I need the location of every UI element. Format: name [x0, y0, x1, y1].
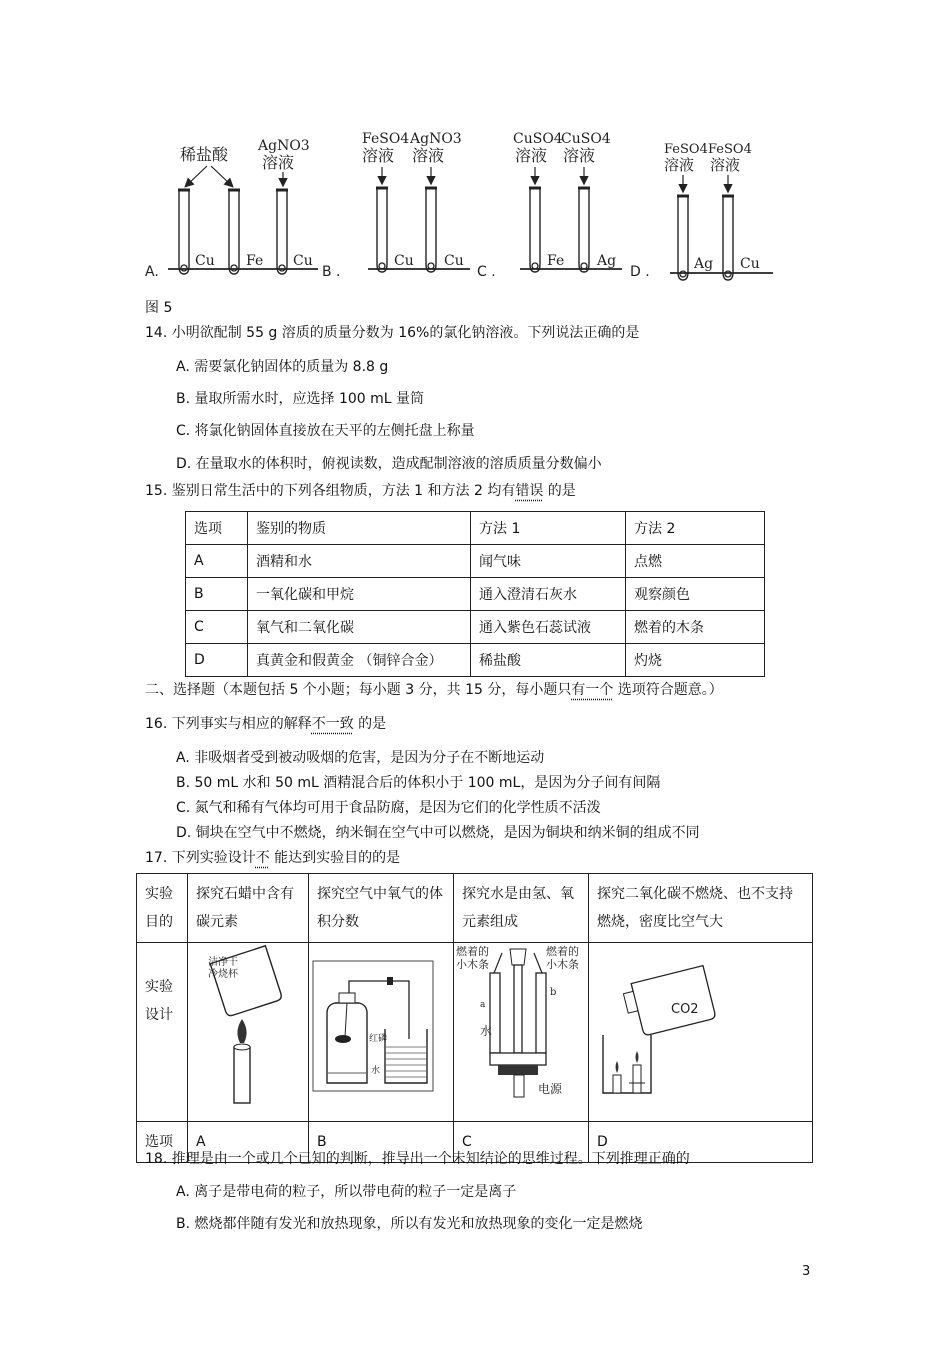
q16-stem: 16. 下列事实与相应的解释不一致 的是 — [145, 716, 387, 732]
q18-option-a: A. 离子是带电荷的粒子，所以带电荷的粒子一定是离子 — [176, 1184, 517, 1200]
q14-option-a: A. 需要氯化钠固体的质量为 8.8 g — [176, 359, 389, 375]
metal-d2: Cu — [740, 256, 760, 272]
reagent-b2-top: AgNO3 — [410, 131, 462, 147]
reagent-b1-top: FeSO4 — [362, 131, 410, 147]
q15-emphasis: 错误 — [515, 483, 544, 499]
q18-option-b: B. 燃烧都伴随有发光和放热现象，所以有发光和放热现象的变化一定是燃烧 — [176, 1216, 643, 1232]
option-c-letter: C . — [477, 264, 496, 280]
table-row: A 酒精和水 闻气味 点燃 — [186, 545, 765, 578]
q14-option-d: D. 在量取水的体积时，俯视读数，造成配制溶液的溶质质量分数偏小 — [176, 456, 602, 472]
metal-a1: Cu — [195, 253, 215, 269]
q15-stem: 15. 鉴别日常生活中的下列各组物质，方法 1 和方法 2 均有错误 的是 — [145, 483, 576, 499]
option-a-letter: A. — [145, 264, 159, 280]
letter-row: 选项 A B C D — [137, 1122, 813, 1163]
table-row: C 氧气和二氧化碳 通入紫色石蕊试液 燃着的木条 — [186, 611, 765, 644]
label-water-b: 水 — [371, 1066, 381, 1076]
label-beaker-2: 冷烧杯 — [208, 969, 238, 980]
reagent-c1-bottom: 溶液 — [515, 146, 548, 165]
reagent-d2-top: FeSO4 — [708, 142, 752, 157]
label-stick-left-2: 小木条 — [456, 958, 489, 971]
diagram-oxygen-volume — [309, 943, 437, 1111]
design-row — [137, 943, 813, 1122]
figure-caption: 图 5 — [145, 300, 173, 316]
metal-c1: Fe — [547, 253, 565, 269]
label-beaker-1: 洁净干 — [208, 957, 238, 968]
reagent-hcl: 稀盐酸 — [180, 145, 229, 164]
page-number: 3 — [802, 1264, 811, 1279]
metal-a3: Cu — [293, 253, 313, 269]
q17-table — [136, 873, 813, 1163]
q16-emphasis: 不一致 — [311, 716, 354, 732]
label-a: a — [480, 1000, 486, 1010]
table-row: D 真黄金和假黄金 （铜锌合金） 稀盐酸 灼烧 — [186, 644, 765, 677]
q17-stem: 17. 下列实验设计不 能达到实验目的的是 — [145, 850, 401, 866]
reagent-b1-bottom: 溶液 — [362, 146, 395, 165]
label-co2: CO2 — [671, 1002, 699, 1017]
reagent-c2-bottom: 溶液 — [563, 146, 596, 165]
label-water-c: 水 — [480, 1024, 493, 1038]
metal-d1: Ag — [694, 256, 714, 272]
q15-table — [185, 511, 765, 677]
section-2-heading: 二、选择题（本题包括 5 个小题；每小题 3 分，共 15 分，每小题只有一个 选项符合题意。） — [145, 682, 723, 698]
q16-option-a: A. 非吸烟者受到被动吸烟的危害，是因为分子在不断地运动 — [176, 750, 545, 766]
q14-option-b: B. 量取所需水时，应选择 100 mL 量筒 — [176, 391, 425, 407]
q14-stem: 14. 小明欲配制 55 g 溶质的质量分数为 16%的氯化钠溶液。下列说法正确的是 — [145, 325, 640, 341]
metal-c2: Ag — [597, 253, 617, 269]
label-phosphorus: 红磷 — [369, 1034, 388, 1044]
reagent-d1-top: FeSO4 — [664, 142, 708, 157]
q16-option-b: B. 50 mL 水和 50 mL 酒精混合后的体积小于 100 mL，是因为分子间有间隔 — [176, 775, 661, 791]
option-d-letter: D . — [630, 264, 650, 280]
row-head-purpose: 实验目的 — [137, 874, 188, 943]
label-power: 电源 — [538, 1082, 563, 1096]
reagent-b2-bottom: 溶液 — [412, 146, 445, 165]
q16-option-d: D. 铜块在空气中不燃烧，纳米铜在空气中可以燃烧，是因为铜块和纳米铜的组成不同 — [176, 825, 700, 841]
row-head-option: 选项 — [137, 1122, 188, 1163]
table-row: B 一氧化碳和甲烷 通入澄清石灰水 观察颜色 — [186, 578, 765, 611]
q16-option-c: C. 氮气和稀有气体均可用于食品防腐，是因为它们的化学性质不活泼 — [176, 800, 601, 816]
table-header-row: 选项 鉴别的物质 方法 1 方法 2 — [186, 512, 765, 545]
figure-5-test-tubes — [0, 0, 950, 290]
label-b: b — [550, 987, 557, 998]
metal-a2: Fe — [246, 253, 264, 269]
row-head-design: 实验设计 — [137, 943, 188, 1122]
metal-b1: Cu — [394, 253, 414, 269]
q14-option-c: C. 将氯化钠固体直接放在天平的左侧托盘上称量 — [176, 423, 475, 439]
diagram-electrolysis — [454, 943, 582, 1111]
reagent-c1-top: CuSO4 — [513, 131, 563, 147]
reagent-c2-top: CuSO4 — [561, 131, 611, 147]
label-stick-right-1: 燃着的 — [546, 945, 579, 958]
label-stick-right-2: 小木条 — [546, 958, 579, 971]
q17-emphasis: 不 — [255, 850, 270, 866]
section-2-emphasis: 有一个 — [571, 682, 614, 698]
label-stick-left-1: 燃着的 — [456, 945, 489, 958]
reagent-d1-bottom: 溶液 — [664, 156, 695, 174]
reagent-agno3-bottom: 溶液 — [262, 153, 295, 172]
reagent-agno3-top: AgNO3 — [258, 138, 310, 154]
metal-b2: Cu — [444, 253, 464, 269]
reagent-d2-bottom: 溶液 — [710, 156, 741, 174]
purpose-row: 实验目的 探究石蜡中含有碳元素 探究空气中氧气的体积分数 探究水是由氢、氧元素组成 探究二氧化碳不燃烧、也不支持燃烧，密度比空气大 — [137, 874, 813, 943]
diagram-co2-candles — [589, 943, 789, 1111]
q18-stem: 18. 推理是由一个或几个已知的判断，推导出一个未知结论的思维过程。下列推理正确的 — [145, 1151, 690, 1167]
option-b-letter: B . — [322, 264, 341, 280]
diagram-candle-beaker — [188, 943, 306, 1111]
